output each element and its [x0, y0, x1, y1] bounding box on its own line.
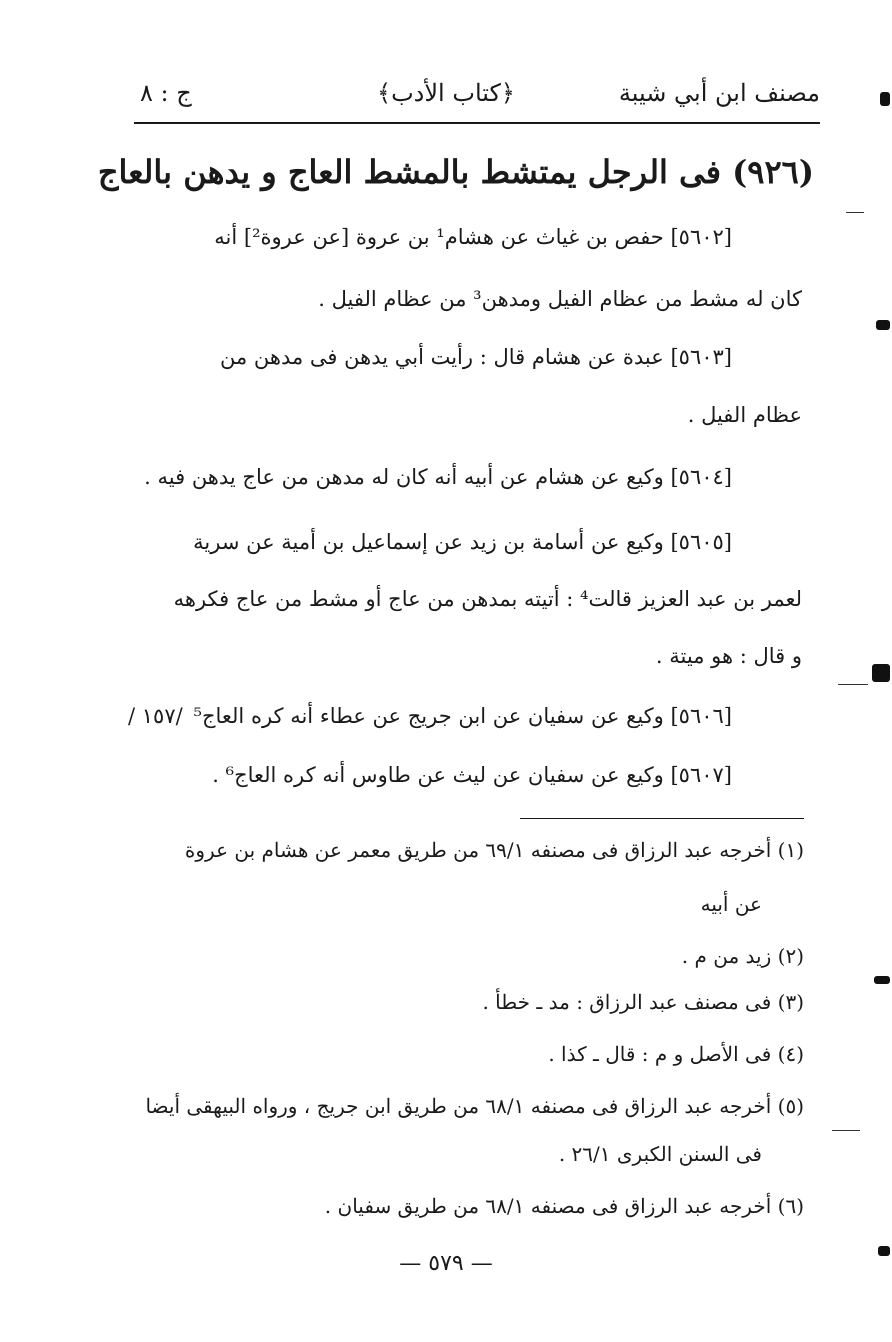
chapter-title: (٩٢٦) فى الرجل يمتشط بالمشط العاج و يدهن بالعاج: [97, 153, 814, 191]
text-line: [٥٦٠٥] وكيع عن أسامة بن زيد عن إسماعيل بن أمية عن سرية: [193, 530, 732, 554]
footnote-line: (٥) أخرجه عبد الرزاق فى مصنفه ٦٨/١ من طريق ابن جريج ، ورواه البيهقى أيضا: [145, 1094, 804, 1118]
scan-mark: [874, 976, 890, 984]
text-line: عظام الفيل .: [687, 403, 802, 427]
text-line: و قال : هو ميتة .: [655, 644, 802, 668]
text-line: [٥٦٠٣] عبدة عن هشام قال : رأيت أبي يدهن فى مدهن من: [220, 345, 732, 369]
scan-mark: [880, 92, 890, 106]
text-line: لعمر بن عبد العزيز قالت⁴ : أتيته بمدهن من عاج أو مشط من عاج فكرهه: [173, 587, 802, 611]
header-rule: [134, 122, 820, 124]
footnote-line: (٣) فى مصنف عبد الرزاق : مد ـ خطأ .: [482, 990, 804, 1014]
footnote-line: (٦) أخرجه عبد الرزاق فى مصنفه ٦٨/١ من طريق سفيان .: [324, 1194, 804, 1218]
header-section-title: ﴿كتاب الأدب﴾: [377, 79, 515, 107]
margin-page-reference: /١٥٧ /: [128, 704, 183, 728]
text-line: [٥٦٠٦] وكيع عن سفيان عن ابن جريج عن عطاء أنه كره العاج⁵: [193, 704, 732, 728]
scan-mark: [846, 212, 864, 213]
text-line: [٥٦٠٤] وكيع عن هشام عن أبيه أنه كان له مدهن من عاج يدهن فيه .: [144, 465, 732, 489]
scan-mark: [832, 1130, 860, 1131]
footnote-line: فى السنن الكبرى ٢٦/١ .: [558, 1142, 762, 1166]
text-line: كان له مشط من عظام الفيل ومدهن³ من عظام الفيل .: [318, 287, 802, 311]
scan-mark: [876, 320, 890, 330]
text-line: [٥٦٠٧] وكيع عن سفيان عن ليث عن طاوس أنه كره العاج⁶ .: [212, 763, 732, 787]
scan-mark: [878, 1246, 890, 1256]
header-book-title: مصنف ابن أبي شيبة: [618, 79, 820, 107]
footnote-line: (١) أخرجه عبد الرزاق فى مصنفه ٦٩/١ من طريق معمر عن هشام بن عروة: [184, 838, 804, 862]
footnote-line: (٢) زيد من م .: [681, 944, 804, 968]
scan-mark: [872, 664, 890, 682]
page-number: — ٥٧٩ —: [399, 1251, 493, 1276]
footnote-line: (٤) فى الأصل و م : قال ـ كذا .: [548, 1042, 804, 1066]
header-volume: ج : ٨: [140, 79, 192, 107]
footnote-line: عن أبيه: [700, 892, 762, 916]
text-line: [٥٦٠٢] حفص بن غياث عن هشام¹ بن عروة [عن عروة²] أنه: [214, 225, 732, 249]
scan-mark: [838, 684, 868, 685]
footnote-rule: [520, 818, 804, 819]
